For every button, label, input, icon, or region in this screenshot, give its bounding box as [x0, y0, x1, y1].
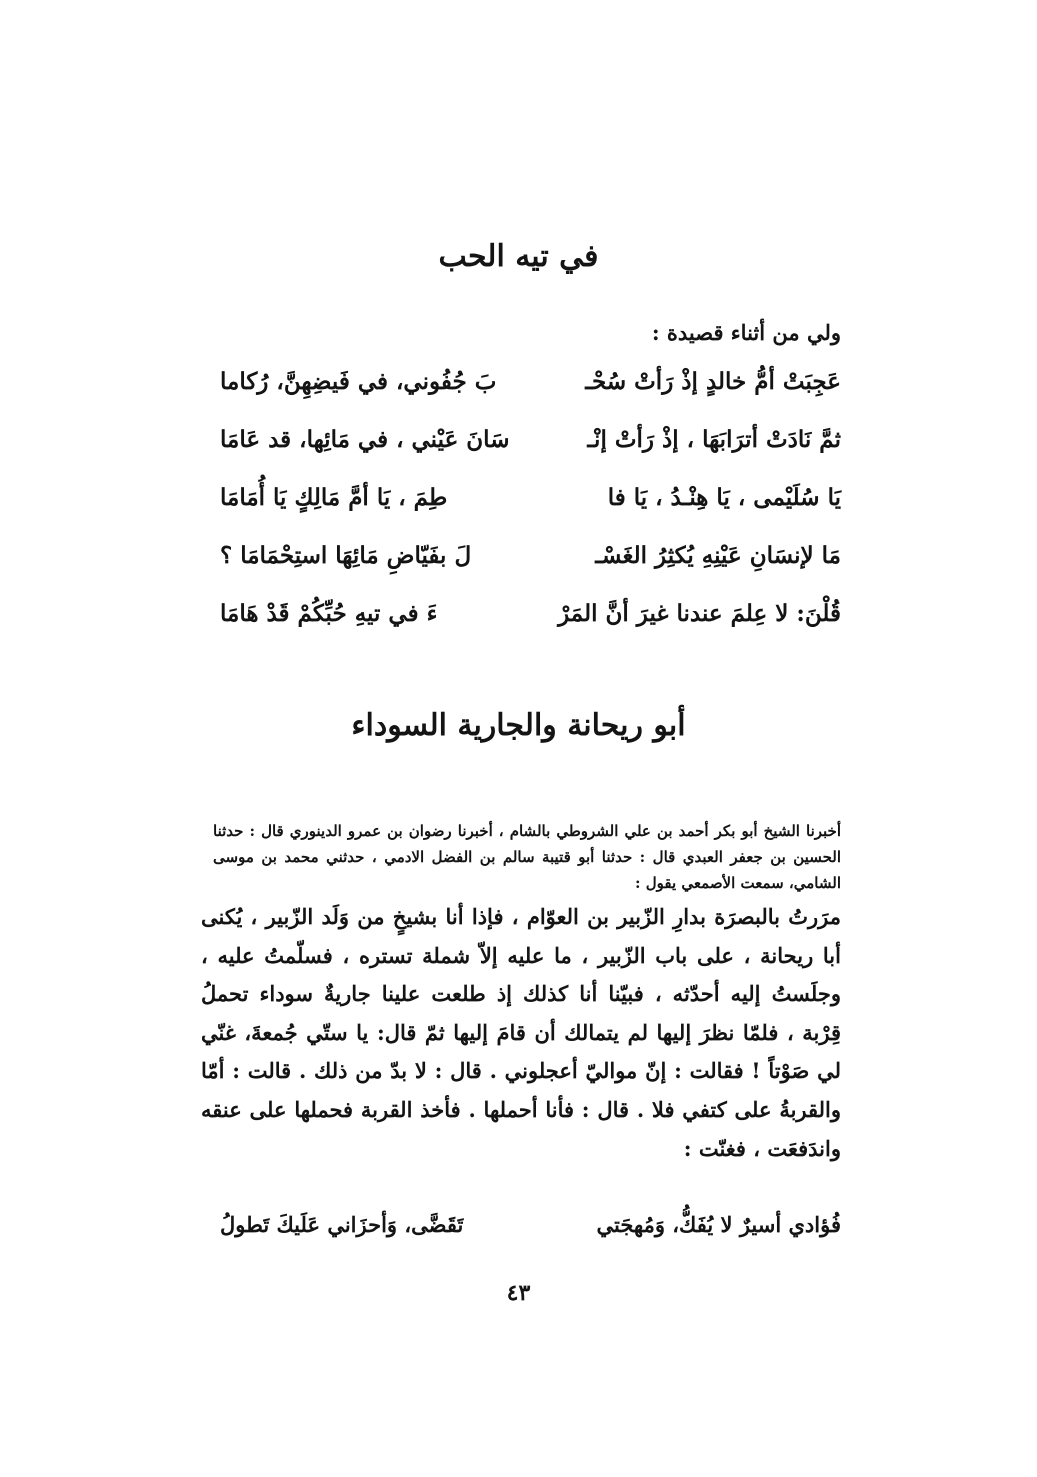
isnad-chain: أخبرنا الشيخ أبو بكر أحمد بن علي الشروطي بالشام ، أخبرنا رضوان بن عمرو الدينوري قال : حدثنا الحسين بن جعفر العبدي قال : حدثنا أبو قتيبة سالم بن الفضل الادمي ، حدثني محمد بن موسى الشامي، سمعت الأصمعي يقول :: [213, 822, 841, 892]
poem: [0, 362, 1037, 652]
verse: [0, 362, 1037, 420]
intro-line: ولي من أثناء قصيدة :: [651, 320, 841, 345]
verse-first-hemistich: ثمَّ نَادَتْ أترَابَهَا ، إذْ رَأتْ إنْـ: [587, 426, 841, 453]
verse-second-hemistich: لَ بفَيّاضِ مَائِهَا استِحْمَامَا ؟: [220, 542, 472, 569]
section-title: في تيه الحب: [438, 239, 599, 274]
verse-second-hemistich: طِمَ ، يَا أمَّ مَالِكٍ يَا أُمَامَا: [220, 484, 448, 511]
verse: [0, 1205, 1037, 1245]
verse: [0, 420, 1037, 478]
page-number: ٤٣: [506, 1280, 531, 1306]
verse: [0, 478, 1037, 536]
verse-second-hemistich: تَقَضَّى، وَأحزَاني عَلَيكَ تَطولُ: [220, 1212, 464, 1237]
verse-first-hemistich: عَجِبَتْ أمُّ خالدٍ إذْ رَأتْ سُحْـ: [585, 368, 841, 395]
verse-first-hemistich: يَا سُلَيْمى ، يَا هِنْـدُ ، يَا فا: [607, 484, 841, 511]
verse-first-hemistich: فُؤادي أسيرٌ لا يُفَكُّ، وَمُهجَتي: [596, 1212, 841, 1237]
verse-first-hemistich: قُلْنَ: لا عِلمَ عندنا غيرَ أنَّ المَرْ: [558, 600, 841, 627]
verse-second-hemistich: سَانَ عَيْني ، في مَائِها، قد عَامَا: [220, 426, 510, 453]
verse: [0, 594, 1037, 652]
section-title: أبو ريحانة والجارية السوداء: [351, 708, 686, 743]
verse-second-hemistich: ءَ في تيهِ حُبِّكُمْ قَدْ هَامَا: [220, 600, 438, 627]
verse-second-hemistich: بَ جُفُوني، في فَيضِهِنَّ، رُكاما: [220, 368, 497, 395]
verse-first-hemistich: مَا لإنسَانِ عَيْنِهِ يُكثِرُ الغَسْـ: [595, 542, 841, 569]
verse: [0, 536, 1037, 594]
narrative-paragraph: مرَرتُ بالبصرَة بدارِ الزّبير بن العوّام ، فإذا أنا بشيخٍ من وَلَد الزّبير ، يُكنى أبا ريحانة ، على باب الزّبير ، ما عليه إلاّ شملة تستره ، فسلّمتُ عليه ، وجلَستُ إليه أحدّثه ، فبيّنا أنا كذلك إذ طلعت علينا جاريةٌ سوداء تحملُ قِرْبة ، فلمّا نظرَ إليها لم يتمالك أن قامَ إليها ثمّ قال: يا ستّي جُمعةَ، غنّي لي صَوْتاً ! فقالت : إنّ مواليّ أعجلوني . قال : لا بدّ من ذلك . قالت : أمّا والقربةُ على كتفي فلا . قال : فأنا أحملها . فأخذ القربة فحملها على عنقه واندَفعَت ، فغنّت :: [201, 904, 841, 1161]
